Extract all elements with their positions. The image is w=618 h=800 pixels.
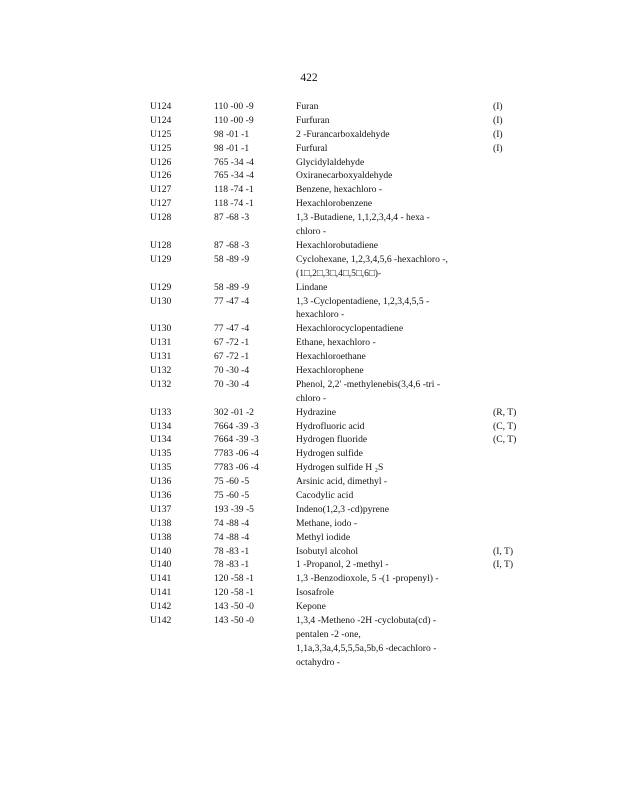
waste-code: U125 — [150, 142, 172, 154]
cas-number: 70 -30 -4 — [214, 378, 250, 390]
substance-name-line: Indeno(1,2,3 -cd)pyrene — [296, 503, 389, 515]
hazard-code: (I) — [493, 114, 503, 126]
waste-code: U128 — [150, 212, 172, 224]
table-row — [0, 475, 618, 489]
hazard-code: (I) — [493, 142, 503, 154]
waste-code: U136 — [150, 476, 172, 488]
substance-name-line: Ethane, hexachloro - — [296, 337, 376, 349]
substance-name-line: Hydrogen sulfide H ₂S — [296, 462, 384, 474]
substance-name — [296, 197, 476, 211]
substance-name-line: 1,1a,3,3a,4,5,5,5a,5b,6 -decachloro - — [296, 642, 437, 654]
substance-name — [296, 211, 476, 239]
waste-code: U126 — [150, 156, 172, 168]
substance-name — [296, 489, 476, 503]
waste-code: U131 — [150, 351, 172, 363]
waste-code: U129 — [150, 281, 172, 293]
substance-name — [296, 281, 476, 295]
table-row — [0, 295, 618, 323]
table-row — [0, 420, 618, 434]
waste-code: U134 — [150, 420, 172, 432]
waste-code: U127 — [150, 198, 172, 210]
cas-number: 74 -88 -4 — [214, 517, 250, 529]
substance-name-line: Oxiranecarboxyaldehyde — [296, 170, 393, 182]
table-row — [0, 322, 618, 336]
substance-name-line: 1,3,4 -Metheno -2H -cyclobuta(cd) - — [296, 615, 437, 627]
waste-code: U128 — [150, 239, 172, 251]
cas-number: 7783 -06 -4 — [214, 462, 259, 474]
table-row — [0, 489, 618, 503]
substance-name — [296, 114, 476, 128]
substance-name-line: 2 -Furancarboxaldehyde — [296, 128, 390, 140]
cas-number: 87 -68 -3 — [214, 212, 250, 224]
substance-name-line: Kepone — [296, 601, 326, 613]
substance-name-line: 1,3 -Benzodioxole, 5 -(1 -propenyl) - — [296, 573, 439, 585]
cas-number: 120 -58 -1 — [214, 573, 254, 585]
table-row — [0, 281, 618, 295]
cas-number: 77 -47 -4 — [214, 323, 250, 335]
waste-code: U130 — [150, 295, 172, 307]
hazard-code: (R, T) — [493, 406, 517, 418]
waste-code: U135 — [150, 448, 172, 460]
substance-name — [296, 378, 476, 406]
cas-number: 118 -74 -1 — [214, 184, 254, 196]
substance-name-line: chloro - — [296, 226, 327, 238]
waste-code: U125 — [150, 128, 172, 140]
substance-name — [296, 447, 476, 461]
cas-number: 67 -72 -1 — [214, 351, 250, 363]
waste-code: U124 — [150, 101, 172, 112]
table-row — [0, 336, 618, 350]
substance-name-line: Hexachlorophene — [296, 364, 364, 376]
cas-number: 118 -74 -1 — [214, 198, 254, 210]
table-row — [0, 614, 618, 670]
table-row — [0, 433, 618, 447]
substance-name — [296, 100, 476, 114]
table-row — [0, 128, 618, 142]
table-row — [0, 239, 618, 253]
substance-name-line: Arsinic acid, dimethyl - — [296, 476, 388, 488]
table-row — [0, 253, 618, 281]
substance-name — [296, 558, 476, 572]
hazard-code: (I) — [493, 101, 503, 112]
cas-number: 87 -68 -3 — [214, 239, 250, 251]
cas-number: 110 -00 -9 — [214, 101, 254, 112]
cas-number: 110 -00 -9 — [214, 114, 254, 126]
substance-name-line: Methane, iodo - — [296, 517, 358, 529]
hazard-code: (I) — [493, 128, 503, 140]
hazard-code: (C, T) — [493, 434, 517, 446]
waste-code: U137 — [150, 503, 172, 515]
table-row — [0, 600, 618, 614]
substance-name — [296, 253, 476, 281]
waste-code: U138 — [150, 531, 172, 543]
waste-code: U140 — [150, 545, 172, 557]
cas-number: 7664 -39 -3 — [214, 434, 259, 446]
cas-number: 58 -89 -9 — [214, 281, 250, 293]
substance-name — [296, 169, 476, 183]
waste-code: U142 — [150, 601, 172, 613]
substance-name — [296, 461, 476, 475]
table-row — [0, 197, 618, 211]
hazard-code: (I, T) — [493, 559, 514, 571]
cas-number: 78 -83 -1 — [214, 559, 250, 571]
substance-name-line: Hydrogen fluoride — [296, 434, 368, 446]
waste-code: U127 — [150, 184, 172, 196]
waste-code: U132 — [150, 378, 172, 390]
substance-name — [296, 364, 476, 378]
waste-code: U134 — [150, 434, 172, 446]
table-row — [0, 211, 618, 239]
substance-name — [296, 336, 476, 350]
cas-number: 75 -60 -5 — [214, 476, 250, 488]
substance-name-line: hexachloro - — [296, 309, 345, 321]
substance-name-line: 1,3 -Cyclopentadiene, 1,2,3,4,5,5 - — [296, 295, 430, 307]
table-row — [0, 378, 618, 406]
substance-name — [296, 517, 476, 531]
substance-name — [296, 531, 476, 545]
cas-number: 7664 -39 -3 — [214, 420, 259, 432]
substance-name-line: pentalen -2 -one, — [296, 628, 361, 640]
table-row — [0, 156, 618, 170]
table-row — [0, 461, 618, 475]
substance-name — [296, 350, 476, 364]
table-row — [0, 572, 618, 586]
waste-code: U126 — [150, 170, 172, 182]
substance-name-line: Hexachlorocyclopentadiene — [296, 323, 404, 335]
substance-name — [296, 156, 476, 170]
waste-code: U124 — [150, 114, 172, 126]
substance-name — [296, 142, 476, 156]
table-row — [0, 531, 618, 545]
substance-name-line: Isobutyl alcohol — [296, 545, 359, 557]
substance-name — [296, 600, 476, 614]
cas-number: 765 -34 -4 — [214, 170, 254, 182]
table-row — [0, 364, 618, 378]
substance-name — [296, 128, 476, 142]
hazard-code: (I, T) — [493, 545, 514, 557]
table-row — [0, 545, 618, 559]
table-row — [0, 447, 618, 461]
substance-name — [296, 322, 476, 336]
table-row — [0, 586, 618, 600]
substance-name — [296, 295, 476, 323]
substance-name — [296, 239, 476, 253]
substance-name-line: Furfuran — [296, 114, 330, 126]
substance-name-line: octahydro - — [296, 656, 340, 668]
cas-number: 7783 -06 -4 — [214, 448, 259, 460]
cas-number: 98 -01 -1 — [214, 128, 250, 140]
waste-code: U133 — [150, 406, 172, 418]
table-row — [0, 517, 618, 531]
substance-name-line: Furan — [296, 101, 319, 112]
cas-number: 143 -50 -0 — [214, 601, 254, 613]
substance-name-line: Hydrofluoric acid — [296, 420, 365, 432]
substance-name-line: Hexachlorobutadiene — [296, 239, 379, 251]
substance-name-line: Phenol, 2,2' -methylenebis(3,4,6 -tri - — [296, 378, 441, 390]
substance-name-line: (1□,2□,3□,4□,5□,6□)- — [296, 267, 382, 279]
substance-name-line: Hexachloroethane — [296, 351, 366, 363]
substance-name — [296, 183, 476, 197]
substance-name — [296, 586, 476, 600]
table-row — [0, 558, 618, 572]
substance-name-line: Benzene, hexachloro - — [296, 184, 383, 196]
cas-number: 143 -50 -0 — [214, 615, 254, 627]
substance-name-line: Isosafrole — [296, 587, 334, 599]
cas-number: 74 -88 -4 — [214, 531, 250, 543]
waste-code: U135 — [150, 462, 172, 474]
waste-code: U131 — [150, 337, 172, 349]
substance-name-line: Cacodylic acid — [296, 490, 354, 501]
cas-number: 58 -89 -9 — [214, 253, 250, 265]
substance-name — [296, 614, 476, 670]
substance-name-line: chloro - — [296, 392, 327, 404]
substance-name-line: Hexachlorobenzene — [296, 198, 373, 210]
cas-number: 67 -72 -1 — [214, 337, 250, 349]
waste-code: U140 — [150, 559, 172, 571]
substance-name-line: Methyl iodide — [296, 531, 351, 543]
substance-name — [296, 545, 476, 559]
substance-name-line: Hydrazine — [296, 406, 336, 418]
table-row — [0, 142, 618, 156]
cas-number: 120 -58 -1 — [214, 587, 254, 599]
cas-number: 765 -34 -4 — [214, 156, 254, 168]
waste-code: U130 — [150, 323, 172, 335]
cas-number: 302 -01 -2 — [214, 406, 254, 418]
substance-name — [296, 475, 476, 489]
substance-name-line: 1 -Propanol, 2 -methyl - — [296, 559, 389, 571]
substance-name-line: Hydrogen sulfide — [296, 448, 363, 460]
cas-number: 193 -39 -5 — [214, 503, 254, 515]
table-row — [0, 350, 618, 364]
substance-name — [296, 572, 476, 586]
waste-code-table — [0, 100, 618, 670]
cas-number: 98 -01 -1 — [214, 142, 250, 154]
waste-code: U136 — [150, 490, 172, 501]
waste-code: U141 — [150, 587, 172, 599]
substance-name-line: Cyclohexane, 1,2,3,4,5,6 -hexachloro -, — [296, 253, 448, 265]
cas-number: 78 -83 -1 — [214, 545, 250, 557]
page-number: 422 — [300, 72, 318, 84]
table-row — [0, 503, 618, 517]
cas-number: 75 -60 -5 — [214, 490, 250, 501]
substance-name — [296, 503, 476, 517]
substance-name-line: 1,3 -Butadiene, 1,1,2,3,4,4 - hexa - — [296, 212, 430, 224]
table-row — [0, 406, 618, 420]
cas-number: 70 -30 -4 — [214, 364, 250, 376]
waste-code: U132 — [150, 364, 172, 376]
waste-code: U142 — [150, 615, 172, 627]
substance-name-line: Glycidylaldehyde — [296, 156, 365, 168]
table-row — [0, 183, 618, 197]
substance-name — [296, 433, 476, 447]
cas-number: 77 -47 -4 — [214, 295, 250, 307]
substance-name-line: Lindane — [296, 281, 328, 293]
table-row — [0, 114, 618, 128]
hazard-code: (C, T) — [493, 420, 517, 432]
substance-name — [296, 406, 476, 420]
substance-name-line: Furfural — [296, 142, 328, 154]
waste-code: U129 — [150, 253, 172, 265]
waste-code: U141 — [150, 573, 172, 585]
substance-name — [296, 420, 476, 434]
table-row — [0, 169, 618, 183]
waste-code: U138 — [150, 517, 172, 529]
table-row — [0, 100, 618, 114]
